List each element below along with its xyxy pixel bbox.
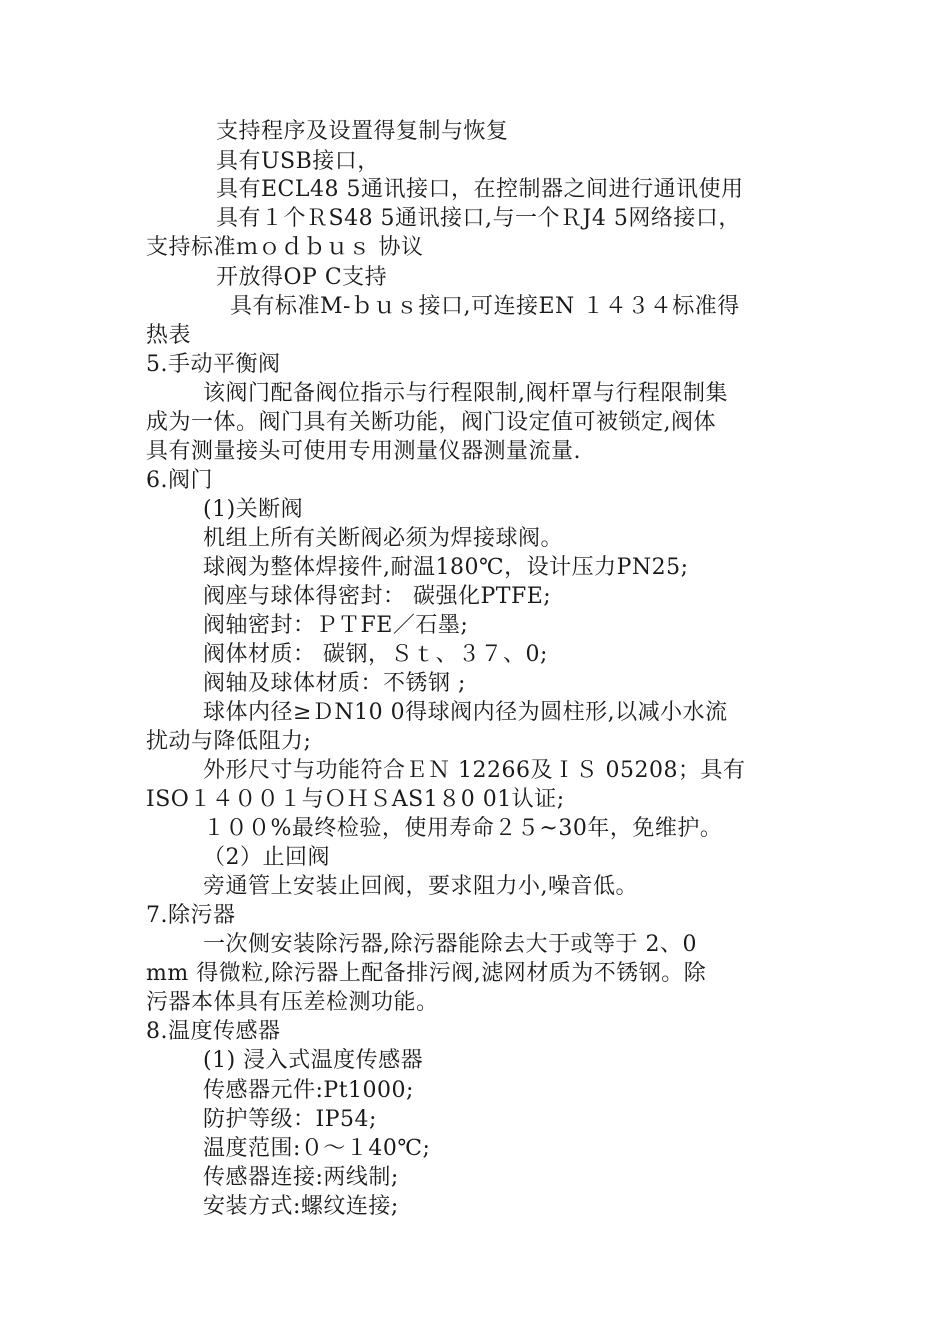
text-line: 开放得OP C支持 [216,265,388,290]
section-heading: 5.手动平衡阀 [146,352,281,377]
section-heading: 7.除污器 [146,903,236,928]
subsection-heading: (1) 浸入式温度传感器 [203,1048,424,1073]
text-line: １００%最终检验，使用寿命２５~30年，免维护。 [203,816,723,841]
text-line: 具有USB接口， [216,149,380,174]
text-line: 污器本体具有压差检测功能。 [146,990,439,1015]
text-line: 具有ECL48 5通讯接口，在控制器之间进行通讯使用 [216,177,744,202]
text-line: 安装方式:螺纹连接; [203,1194,399,1219]
text-line: 机组上所有关断阀必须为焊接球阀。 [203,526,564,551]
text-line: 球体内径≥ＤN10 0得球阀内径为圆柱形,以减小水流 [203,700,728,725]
subsection-heading: （2）止回阀 [203,845,330,870]
text-line: 阀轴及球体材质：不锈钢 ; [203,671,466,696]
text-line: ISO１４００１与ＯＨＳAS1８0 01认证; [146,787,565,812]
text-line: 球阀为整体焊接件,耐温180℃，设计压力PN25; [203,555,689,580]
text-line: 防护等级：IP54; [203,1107,377,1132]
text-line: 支持程序及设置得复制与恢复 [216,119,509,144]
text-line: 外形尺寸与功能符合ＥＮ 12266及ＩＳ 05208；具有 [203,758,746,783]
text-line: 温度范围:０～１40℃; [203,1136,431,1161]
subsection-heading: (1)关断阀 [203,497,304,522]
text-line: 具有１个ＲS48 5通讯接口,与一个ＲJ4 5网络接口， [216,206,741,231]
text-line: 该阀门配备阀位指示与行程限制,阀杆罩与行程限制集 [203,381,728,406]
section-heading: 8.温度传感器 [146,1019,281,1044]
text-line: 成为一体。阀门具有关断功能，阀门设定值可被锁定,阀体 [146,410,716,435]
text-line: 支持标准ｍｏｄｂｕｓ 协议 [146,235,424,260]
text-line: 具有标准M-ｂｕｓ接口,可连接EN １４３４标准得 [230,294,740,319]
text-line: 传感器连接:两线制; [203,1165,399,1190]
text-line: mm 得微粒,除污器上配备排污阀,滤网材质为不锈钢。除 [146,961,707,986]
text-line: 阀体材质： 碳钢，Ｓｔ、３７、0; [203,642,548,667]
text-line: 传感器元件:Pt1000; [203,1078,414,1103]
text-line: 阀轴密封：ＰＴFE／石墨; [203,613,469,638]
section-heading: 6.阀门 [146,468,213,493]
text-line: 扰动与降低阻力; [146,729,312,754]
text-line: 阀座与球体得密封： 碳强化PTFE; [203,584,552,609]
text-line: 热表 [146,323,192,348]
text-line: 一次侧安装除污器,除污器能除去大于或等于 2、0 [203,932,697,957]
text-line: 旁通管上安装止回阀，要求阻力小,噪音低。 [203,874,638,899]
text-line: 具有测量接头可使用专用测量仪器测量流量. [146,439,581,464]
